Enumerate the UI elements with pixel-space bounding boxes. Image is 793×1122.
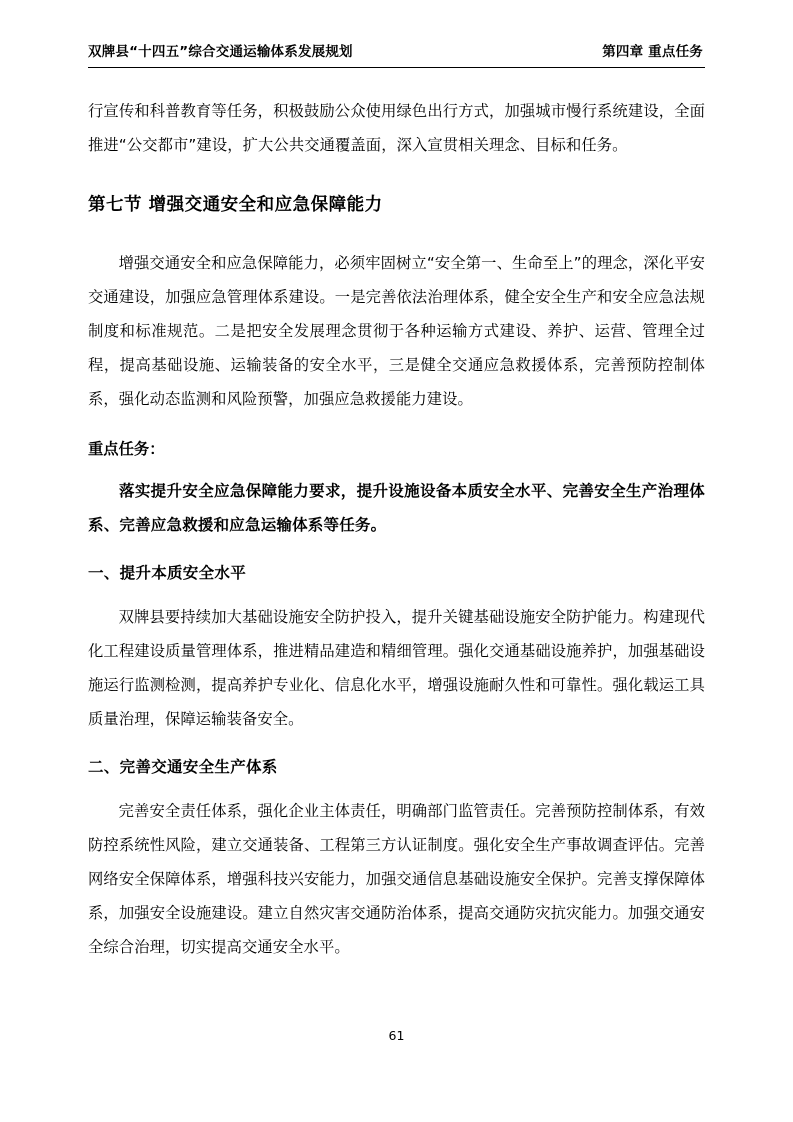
key-tasks-summary: 落实提升安全应急保障能力要求，提升设施设备本质安全水平、完善安全生产治理体系、完善应急救援和应急运输体系等任务。 — [88, 482, 705, 534]
section-intro-paragraph: 增强交通安全和应急保障能力，必须牢固树立“安全第一、生命至上”的理念，深化平安交通建设，加强应急管理体系建设。一是完善依法治理体系，健全安全生产和安全应急法规制度和标准规范。二是把安全发展理念贯彻于各种运输方式建设、养护、运营、管理全过程，提高基础设施、运输装备的安全水平，三是健全交通应急救援体系，完善预防控制体系，强化动态监测和风险预警，加强应急救援能力建设。 — [88, 254, 705, 408]
page-content — [88, 40, 705, 964]
subsection-2-title: 二、完善交通安全生产体系 — [88, 758, 278, 776]
header-title-right: 第四章 重点任务 — [602, 44, 703, 60]
subsection-1-paragraph: 双牌县要持续加大基础设施安全防护投入，提升关键基础设施安全防护能力。构建现代化工程建设质量管理体系，推进精品建造和精细管理。强化交通基础设施养护，加强基础设施运行监测检测，提高养护专业化、信息化水平，增强设施耐久性和可靠性。强化载运工具质量治理，保障运输装备安全。 — [88, 608, 705, 728]
section-title: 第七节 增强交通安全和应急保障能力 — [88, 195, 383, 215]
page-header — [88, 40, 705, 67]
subsection-2-paragraph: 完善安全责任体系，强化企业主体责任，明确部门监管责任。完善预防控制体系，有效防控系统性风险，建立交通装备、工程第三方认证制度。强化安全生产事故调查评估。完善网络安全保障体系，增强科技兴安能力，加强交通信息基础设施安全保护。完善支撑保障体系，加强安全设施建设。建立自然灾害交通防治体系，提高交通防灾抗灾能力。加强交通安全综合治理，切实提高交通安全水平。 — [88, 802, 705, 956]
subsection-1-title: 一、提升本质安全水平 — [88, 564, 247, 582]
header-title-left: 双牌县“十四五”综合交通运输体系发展规划 — [88, 44, 353, 60]
key-tasks-label: 重点任务： — [88, 440, 165, 458]
page-number: 61 — [388, 1028, 405, 1043]
page-footer — [0, 1028, 793, 1043]
top-paragraph: 行宣传和科普教育等任务，积极鼓励公众使用绿色出行方式，加强城市慢行系统建设，全面推进“公交都市”建设，扩大公共交通覆盖面，深入宣贯相关理念、目标和任务。 — [88, 102, 705, 154]
header-divider — [88, 67, 705, 68]
